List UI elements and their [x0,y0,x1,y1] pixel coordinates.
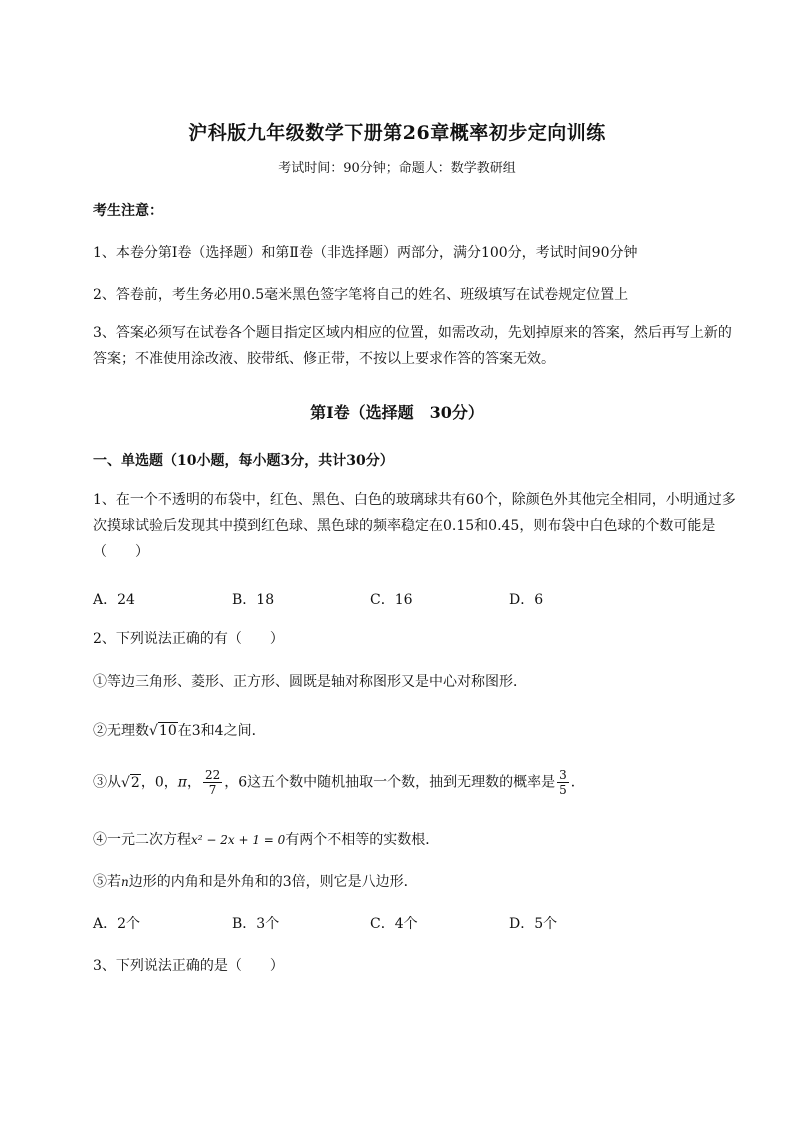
exam-info: 考试时间：90分钟；命题人：数学教研组 [278,161,516,176]
part-heading: 一、单选题（10小题，每小题3分，共计30分） [93,453,394,469]
q2-option-a: A．2个 [93,916,141,932]
notice-item-1: 1、本卷分第I卷（选择题）和第Ⅱ卷（非选择题）两部分，满分100分，考试时间90分钟 [93,245,638,261]
q2-statement-3: ③从√2，0，π， $\frac{22}{7}$ ，6这五个数中随机抽取一个数，抽到无理数的概率是 $\frac{3}{5}$ ． [93,768,585,797]
q1-option-b: B．18 [232,592,275,608]
sqrt-10: √10 [149,723,177,739]
q2-option-b: B．3个 [232,916,280,932]
q2-option-d: D．5个 [509,916,558,932]
question-3-stem: 3、下列说法正确的是（ ） [93,958,284,974]
q1-option-d: D．6 [509,592,544,608]
question-1-stem: 1、在一个不透明的布袋中，红色、黑色、白色的玻璃球共有60个，除颜色外其他完全相同，小明通过多次摸球试验后发现其中摸到红色球、黑色球的频率稳定在0.15和0.45，则布袋中白色球的个数可能是（ ） [93,492,736,560]
q2-statement-2 [93,720,266,740]
sqrt-2: √2 [121,774,140,791]
pi-symbol: π [177,774,187,791]
q2-s2-suffix: 在3和4之间． [177,723,266,739]
page-title: 沪科版九年级数学下册第26章概率初步定向训练 [188,122,606,144]
q2-option-c: C．4个 [370,916,418,932]
q2-statement-1: ①等边三角形、菱形、正方形、圆既是轴对称图形又是中心对称图形． [93,674,527,690]
q2-s2-prefix: ②无理数 [93,723,149,739]
equation: x² − 2x + 1 = 0 [191,833,286,847]
q1-option-c: C．16 [370,592,413,608]
question-2-stem: 2、下列说法正确的有（ ） [93,631,284,647]
q1-option-a: A．24 [93,592,135,608]
section-heading: 第I卷（选择题 30分） [310,403,484,422]
notice-heading: 考生注意： [93,203,163,219]
notice-item-3: 3、答案必须写在试卷各个题目指定区域内相应的位置，如需改动，先划掉原来的答案，然后再写上新的答案；不准使用涂改液、胶带纸、修正带，不按以上要求作答的答案无效。 [93,325,732,367]
notice-item-2: 2、答卷前，考生务必用0.5毫米黑色签字笔将自己的姓名、班级填写在试卷规定位置上 [93,287,629,303]
q2-statement-4: ④一元二次方程x² − 2x + 1 = 0有两个不相等的实数根． [93,832,440,848]
fraction-3-5: $\frac{3}{5}$ [559,768,567,797]
variable-n: n [121,875,129,889]
fraction-22-7: $\frac{22}{7}$ [204,768,221,797]
q2-statement-5: ⑤若n边形的内角和是外角和的3倍，则它是八边形． [93,874,418,890]
